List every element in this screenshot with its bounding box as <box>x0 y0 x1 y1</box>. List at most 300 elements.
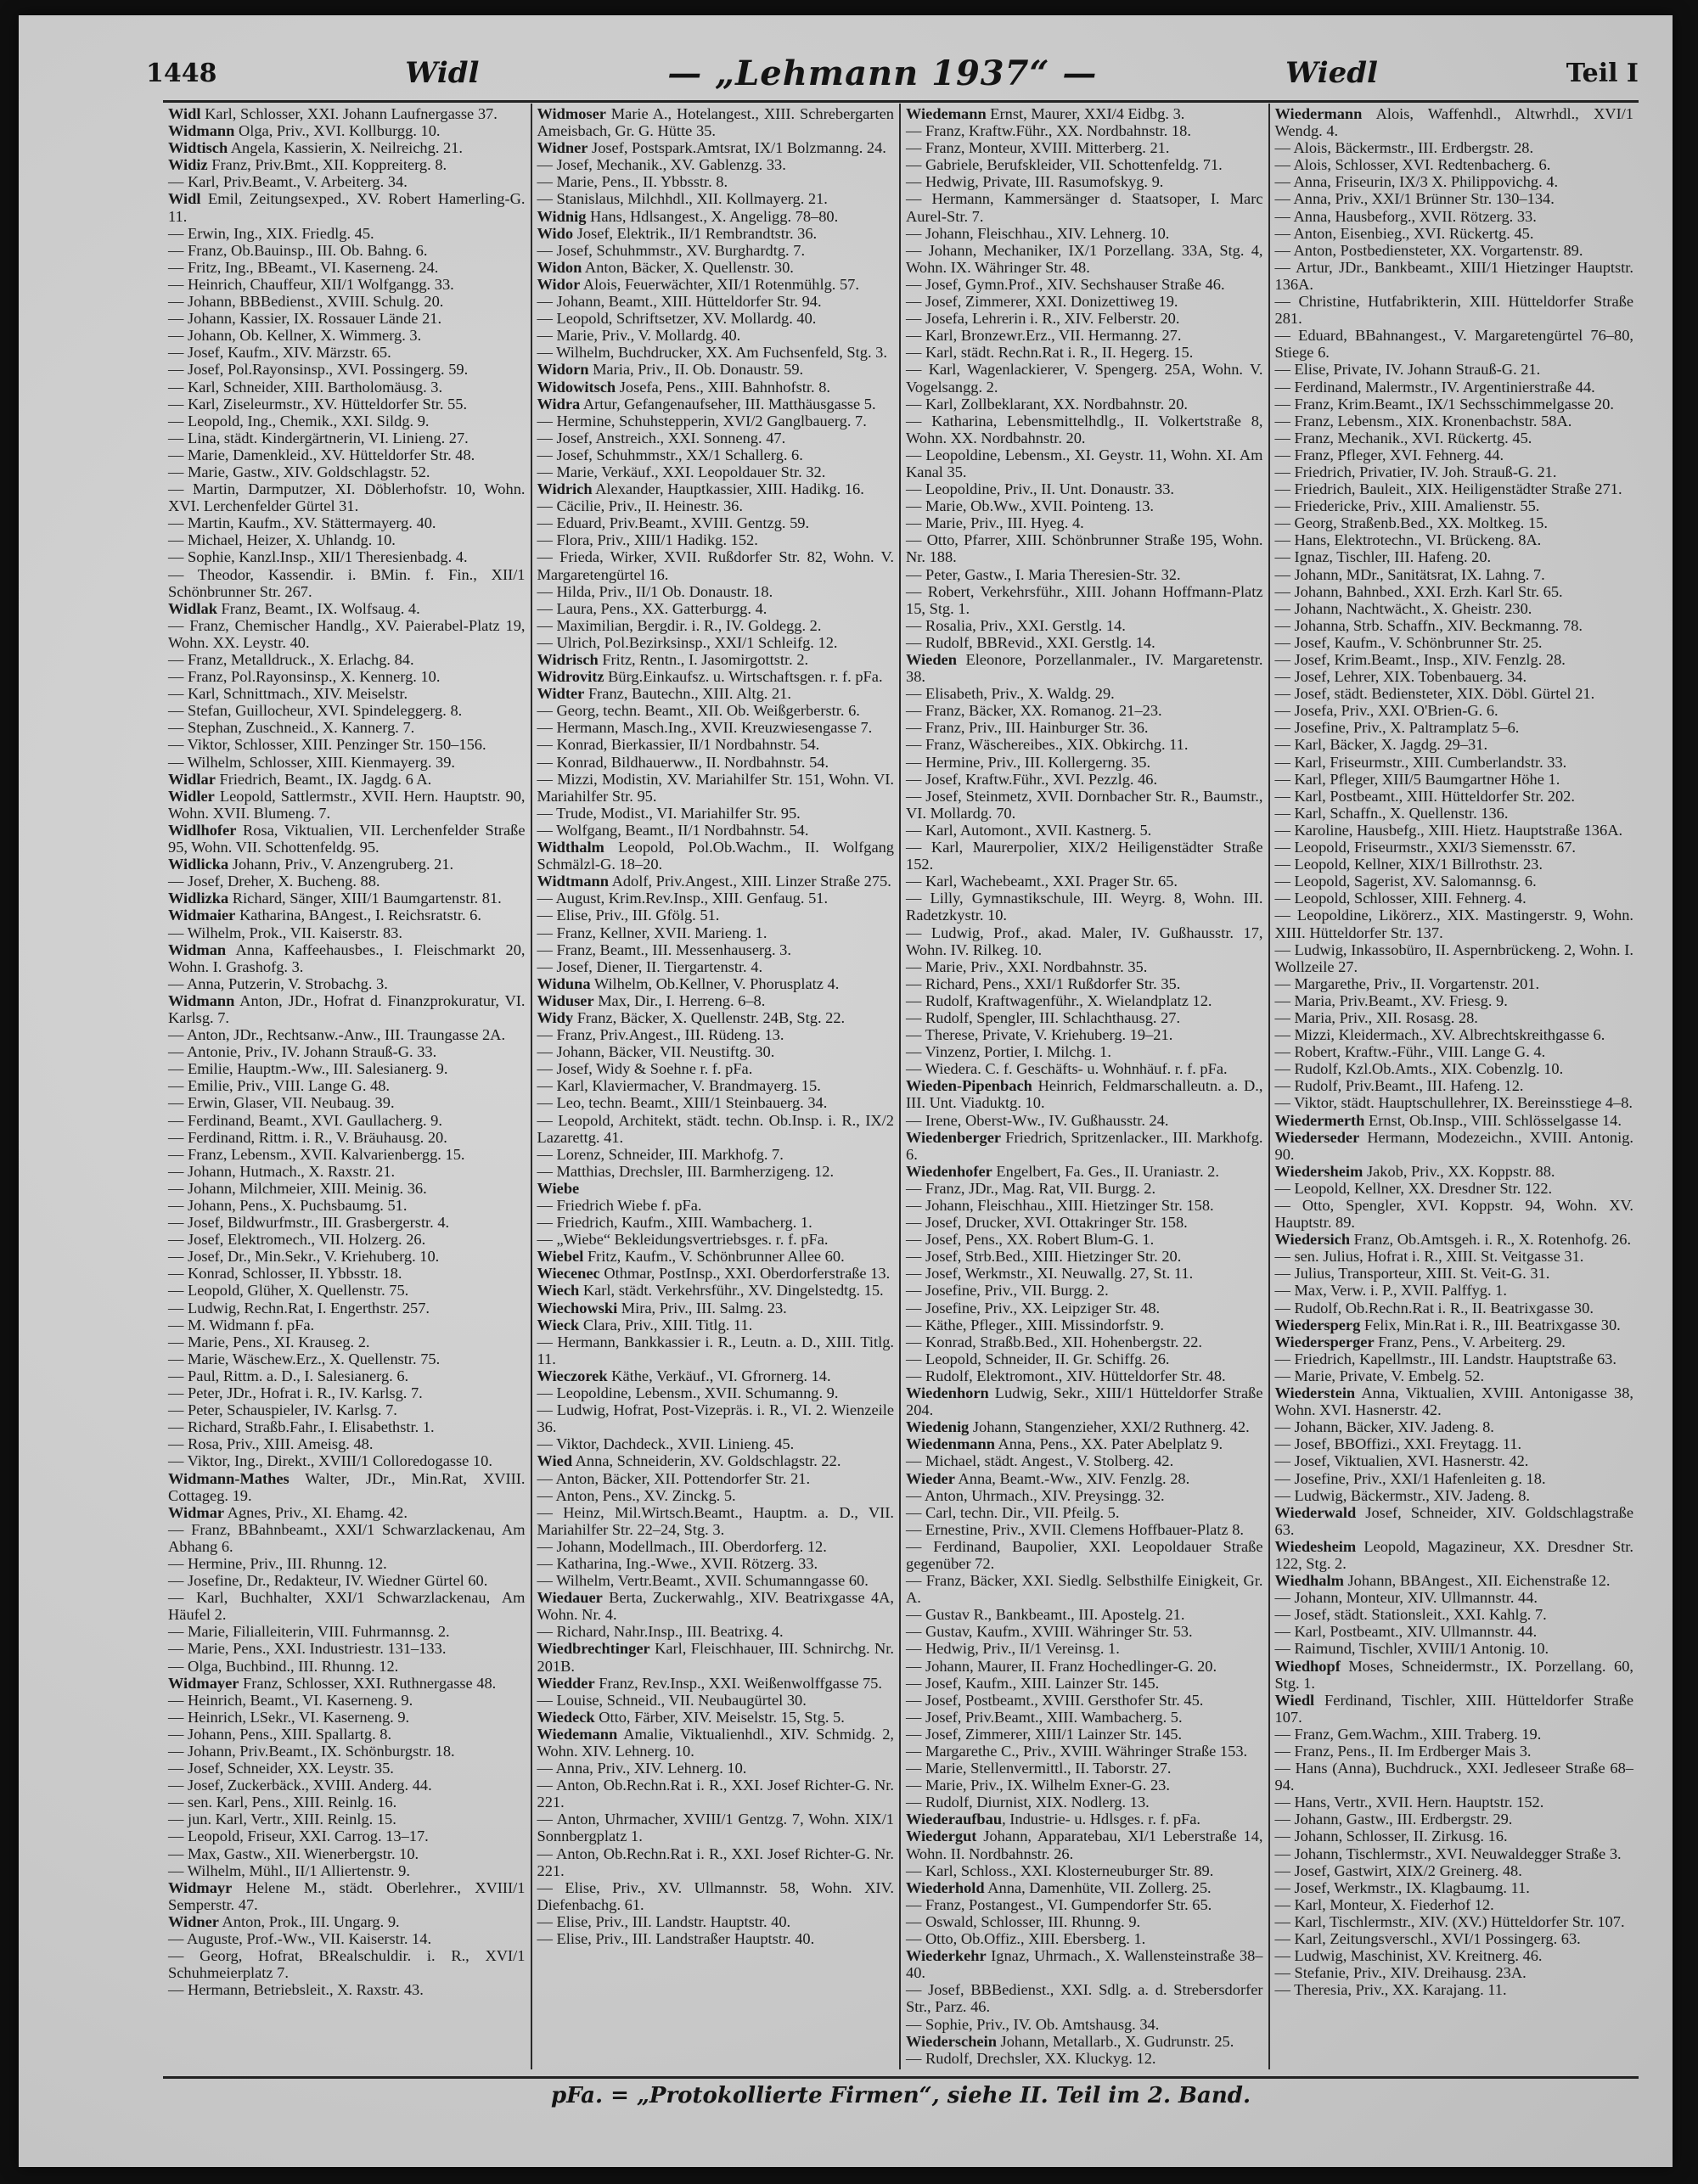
entry-text: — Theresia, Priv., XX. Karajang. 11. <box>1274 1981 1507 1999</box>
directory-entry <box>1275 771 1634 788</box>
directory-entry <box>537 1504 895 1538</box>
directory-entry <box>168 1777 526 1794</box>
entry-text: — Anton, Bäcker, XII. Pottendorfer Str. 21. <box>537 1469 811 1487</box>
entry-text: — Marie, Priv., XXI. Nordbahnstr. 35. <box>906 957 1148 975</box>
directory-entry <box>168 1401 526 1418</box>
directory-entry <box>1275 1043 1634 1060</box>
entry-text: Othmar, PostInsp., XXI. Oberdorferstraße 13. <box>599 1265 891 1283</box>
directory-entry <box>168 856 526 873</box>
entry-text: Olga, Priv., XVI. Kollburgg. 10. <box>234 122 441 140</box>
entry-text: — Maria, Priv.Beamt., XV. Friesg. 9. <box>1274 991 1508 1009</box>
directory-entry <box>1275 856 1634 873</box>
entry-text: Anton, JDr., Hofrat d. Finanzprokuratur, VI. Karlsg. 7. <box>168 991 526 1026</box>
directory-entry <box>1275 1640 1634 1657</box>
directory-entry <box>537 1077 895 1094</box>
entry-text: — Karl, Buchhalter, XXI/1 Schwarzlackenau, Am Häufel 2. <box>168 1589 526 1624</box>
directory-entry <box>537 822 895 839</box>
entry-text: — Josef, Dreher, X. Bucheng. 88. <box>168 873 380 890</box>
entry-text: — Karl, Schaffn., X. Quellenstr. 136. <box>1274 804 1509 822</box>
entry-text: — Johanna, Strb. Schaffn., XIV. Beckmanng. 78. <box>1274 616 1583 634</box>
directory-entry <box>906 754 1263 771</box>
directory-entry <box>906 156 1263 173</box>
entry-text: — Josef, Postbeamt., XVIII. Gersthofer Str. 45. <box>906 1691 1204 1709</box>
entry-text: — Josef, Lehrer, XIX. Tobenbauerg. 34. <box>1274 668 1527 686</box>
entry-surname: Widmayr <box>168 1878 233 1896</box>
entry-text: — Johann, Priv.Beamt., IX. Schönburgstr. 18. <box>168 1743 455 1760</box>
directory-entry <box>168 992 526 1026</box>
directory-entry <box>537 1265 895 1282</box>
entry-text: — Johann, Hutmach., X. Raxstr. 21. <box>168 1162 396 1180</box>
header-left-name: Widl <box>405 56 480 90</box>
entry-text: — Josef, Diener, II. Tiergartenstr. 4. <box>537 957 763 975</box>
entry-text: Käthe, Verkäuf., VI. Gfrornerg. 14. <box>607 1367 831 1384</box>
directory-entry <box>537 156 895 173</box>
entry-surname: Widy <box>537 1008 574 1026</box>
entry-text: Franz, Priv.Bmt., XII. Koppreiterg. 8. <box>207 156 447 174</box>
entry-surname: Widmann-Mathes <box>168 1469 290 1487</box>
entry-text: — August, Krim.Rev.Insp., XIII. Genfaug. 51. <box>537 890 829 907</box>
directory-entry <box>168 413 526 430</box>
entry-surname: Wiedersich <box>1274 1231 1351 1249</box>
entry-surname: Wiedersperger <box>1274 1333 1375 1350</box>
directory-entry <box>906 1043 1263 1060</box>
directory-entry <box>537 634 895 651</box>
entry-text: — Fritz, Ing., BBeamt., VI. Kaserneng. 24. <box>168 258 439 276</box>
entry-text: — Anton, JDr., Rechtsanw.-Anw., III. Traungasse 2A. <box>168 1026 506 1044</box>
directory-entry <box>537 259 895 276</box>
directory-entry <box>537 242 895 259</box>
directory-entry <box>537 873 895 890</box>
entry-text: — Hedwig, Priv., II/1 Vereinsg. 1. <box>906 1640 1120 1658</box>
entry-surname: Wiedenberger <box>906 1128 1002 1146</box>
entry-text: — „Wiebe“ Bekleidungsvertriebsges. r. f. pFa. <box>537 1231 829 1249</box>
directory-entry <box>168 463 526 480</box>
directory-entry <box>168 344 526 361</box>
entry-text: Hans, Hdlsangest., X. Angeligg. 78–80. <box>586 207 839 225</box>
entry-surname: Wiederseder <box>1274 1128 1360 1146</box>
entry-text: Amalie, Viktualienhdl., XIV. Schmidg. 2, Wohn. XIV. Lehnerg. 10. <box>537 1725 894 1760</box>
directory-entry <box>1275 754 1634 771</box>
entry-text: — Hermann, Kammersänger d. Staatsoper, I. Marc Aurel-Str. 7. <box>906 190 1263 225</box>
directory-entry <box>1275 1009 1634 1026</box>
entry-text: — Johann, MDr., Sanitätsrat, IX. Lahng. 7. <box>1274 565 1545 583</box>
entry-text: — Rosalia, Priv., XXI. Gerstlg. 14. <box>906 616 1126 634</box>
directory-entry <box>906 719 1263 736</box>
entry-text: — Elise, Priv., III. Landstraßer Hauptstr. 40. <box>537 1930 815 1948</box>
entry-text: — Paul, Rittm. a. D., I. Salesianerg. 6. <box>168 1367 409 1384</box>
entry-text: — Michael, städt. Angest., V. Stolberg. 42. <box>906 1452 1174 1470</box>
directory-entry <box>168 259 526 276</box>
directory-entry <box>537 719 895 736</box>
entry-text: — Karl, Wachebeamt., XXI. Prager Str. 65. <box>906 873 1178 890</box>
directory-entry <box>168 1129 526 1146</box>
entry-surname: Widl <box>168 190 201 208</box>
directory-entry <box>168 1248 526 1265</box>
entry-text: — Franz, Priv., III. Hainburger Str. 36. <box>906 719 1149 737</box>
directory-entry <box>1275 719 1634 736</box>
entry-text: — Stephan, Zuschneid., X. Kannerg. 7. <box>168 719 415 737</box>
entry-surname: Widner <box>168 1912 219 1930</box>
directory-entry <box>1275 1947 1634 1964</box>
entry-text: — Viktor, Dachdeck., XVII. Linieng. 45. <box>537 1435 795 1453</box>
directory-entry <box>906 2016 1263 2033</box>
entry-text: — Margarethe, Priv., II. Vorgartenstr. 201. <box>1274 974 1540 992</box>
entry-text: — Franz, Bäcker, XX. Romanog. 21–23. <box>906 702 1162 720</box>
directory-entry <box>537 173 895 190</box>
entry-text: Ignaz, Uhrmach., X. Wallensteinstraße 38–40. <box>906 1947 1263 1982</box>
entry-text: — Therese, Private, V. Kriehuberg. 19–21. <box>906 1026 1173 1044</box>
entry-text: — Emilie, Hauptm.-Ww., III. Salesianerg. 9. <box>168 1060 448 1078</box>
directory-entry <box>906 446 1263 480</box>
directory-entry <box>906 1317 1263 1333</box>
directory-entry <box>906 1282 1263 1299</box>
entry-text: — Friedrich, Kapellmstr., III. Landstr. Hauptstraße 63. <box>1274 1350 1616 1367</box>
entry-text: — Leopold, Friseur, XXI. Carrog. 13–17. <box>168 1827 429 1845</box>
directory-entry <box>1275 1265 1634 1282</box>
directory-entry <box>537 190 895 207</box>
entry-text: Clara, Priv., XIII. Titlg. 11. <box>579 1316 753 1333</box>
directory-entry <box>168 1317 526 1333</box>
directory-entry <box>1275 1589 1634 1606</box>
entry-text: — Eduard, BBahnangest., V. Margaretengürtel 76–80, Stiege 6. <box>1274 327 1633 362</box>
entry-text: — Rudolf, Spengler, III. Schlachthausg. 27. <box>906 1008 1181 1026</box>
entry-text: — Emilie, Priv., VIII. Lange G. 48. <box>168 1077 390 1095</box>
directory-entry <box>537 805 895 822</box>
entry-text: — Rudolf, Ob.Rechn.Rat i. R., II. Beatrixgasse 30. <box>1274 1299 1594 1317</box>
entry-text: — Josef, Mechanik., XV. Gablenzg. 33. <box>537 156 786 174</box>
directory-entry <box>537 941 895 958</box>
directory-entry <box>168 1163 526 1180</box>
directory-entry <box>906 1452 1263 1469</box>
directory-entry <box>537 685 895 702</box>
entry-text: — Konrad, Bierkassier, II/1 Nordbahnstr. 54. <box>537 736 820 754</box>
directory-entry <box>906 1112 1263 1129</box>
entry-text: — Franz, BBahnbeamt., XXI/1 Schwarzlackenau, Am Abhang 6. <box>168 1520 526 1555</box>
directory-entry <box>537 225 895 242</box>
directory-entry <box>1275 1827 1634 1844</box>
entry-surname: Wiedauer <box>537 1589 603 1607</box>
entry-text: — Josef, Elektromech., VII. Holzerg. 26. <box>168 1231 426 1249</box>
directory-entry <box>1275 1504 1634 1538</box>
directory-entry <box>168 1658 526 1675</box>
entry-text: — Eduard, Priv.Beamt., XVIII. Gentzg. 59. <box>537 514 810 532</box>
directory-entry <box>537 1675 895 1692</box>
directory-entry <box>537 771 895 805</box>
entry-text: — Cäcilie, Priv., II. Heinestr. 36. <box>537 497 743 515</box>
entry-text: — Franz, Wäschereibes., XIX. Obkirchg. 11. <box>906 736 1189 754</box>
entry-text: — Franz, Pens., II. Im Erdberger Mais 3. <box>1274 1743 1532 1760</box>
column-2 <box>532 104 902 2069</box>
directory-entry <box>906 617 1263 634</box>
entry-text: — Hermine, Schuhstepperin, XVI/2 Ganglbauerg. 7. <box>537 412 867 430</box>
entry-surname: Widtisch <box>168 139 228 157</box>
directory-entry <box>168 531 526 548</box>
directory-entry <box>906 1675 1263 1692</box>
entry-text: — Leopold, Schneider, II. Gr. Schiffg. 26. <box>906 1350 1170 1367</box>
entry-text: — Marie, Priv., III. Hyeg. 4. <box>906 514 1084 532</box>
directory-entry <box>168 1743 526 1760</box>
directory-entry <box>168 1077 526 1094</box>
directory-entry <box>1275 327 1634 361</box>
directory-entry <box>1275 173 1634 190</box>
entry-text: — Marie, Priv., IX. Wilhelm Exner-G. 23. <box>906 1777 1170 1794</box>
directory-entry <box>906 583 1263 617</box>
directory-entry <box>1275 907 1634 940</box>
directory-entry <box>168 1555 526 1572</box>
entry-text: — M. Widmann f. pFa. <box>168 1316 315 1333</box>
entry-text: — Josef, Zimmerer, XIII/1 Lainzer Str. 145. <box>906 1725 1183 1743</box>
directory-entry <box>906 1930 1263 1947</box>
entry-text: — Karl, Schneider, XIII. Bartholomäusg. 3. <box>168 378 443 396</box>
entry-text: — Viktor, Schlosser, XIII. Penzinger Str. 150–156. <box>168 736 486 754</box>
entry-text: — Leopold, Ing., Chemik., XXI. Sildg. 9. <box>168 412 430 430</box>
directory-entry <box>168 890 526 907</box>
column-4 <box>1270 104 1639 2069</box>
entry-text: — Leopoldine, Lebensm., XVII. Schumanng. 9. <box>537 1384 839 1402</box>
entry-text: — Martin, Darmputzer, XI. Döblerhofstr. 10, Wohn. XVI. Lerchenfelder Gürtel 31. <box>168 480 526 515</box>
entry-text: — Georg, Straßenb.Bed., XX. Moltkeg. 15. <box>1274 514 1548 532</box>
entry-text: Berta, Zuckerwahlg., XIV. Beatrixgasse 4A, Wohn. Nr. 4. <box>537 1589 894 1624</box>
directory-entry <box>1275 1317 1634 1333</box>
entry-text: — Josefine, Priv., XX. Leipziger Str. 48. <box>906 1299 1161 1317</box>
directory-entry <box>906 1709 1263 1726</box>
entry-text: — Erwin, Glaser, VII. Neubaug. 39. <box>168 1094 395 1112</box>
entry-text: — Marie, Priv., V. Mollardg. 40. <box>537 327 741 345</box>
entry-text: — Franz, Mechanik., XVI. Rückertg. 45. <box>1274 429 1532 446</box>
entry-surname: Wiedder <box>537 1674 595 1692</box>
entry-text: — Franz, Kellner, XVII. Marieng. 1. <box>537 924 767 941</box>
directory-entry <box>168 1333 526 1350</box>
column-1 <box>163 104 532 2069</box>
entry-text: — Elise, Priv., III. Gfölg. 51. <box>537 907 720 924</box>
entry-text: Alexander, Hauptkassier, XIII. Hadikg. 16. <box>592 480 864 498</box>
entry-surname: Wiedenhorn <box>906 1384 989 1402</box>
entry-text: — Franz, Metalldruck., X. Erlachg. 84. <box>168 651 414 668</box>
directory-entry <box>537 1060 895 1077</box>
directory-entry <box>1275 1538 1634 1572</box>
directory-entry <box>1275 1129 1634 1163</box>
entry-text: — Elise, Priv., III. Landstr. Hauptstr. 40. <box>537 1912 791 1930</box>
entry-surname: Widra <box>537 395 581 413</box>
entry-text: — Johann, Modellmach., III. Oberdorferg. 12. <box>537 1537 827 1555</box>
directory-entry <box>168 225 526 242</box>
entry-text: — Michael, Heizer, X. Uhlandg. 10. <box>168 531 396 549</box>
directory-entry <box>537 1692 895 1709</box>
directory-entry <box>537 1180 895 1197</box>
directory-entry <box>1275 975 1634 992</box>
directory-entry <box>906 1777 1263 1794</box>
directory-entry <box>168 1981 526 1998</box>
entry-surname: Widorn <box>537 361 589 379</box>
directory-entry <box>168 1180 526 1197</box>
directory-entry <box>537 1367 895 1384</box>
entry-text: — Anna, Priv., XIV. Lehnerg. 10. <box>537 1760 747 1777</box>
entry-text: Anna, Kaffeehausbes., I. Fleischmarkt 20, Wohn. I. Grashofg. 3. <box>168 940 526 975</box>
entry-text: — Hermann, Masch.Ing., XVII. Kreuzwiesengasse 7. <box>537 719 873 737</box>
entry-text: — Erwin, Ing., XIX. Friedlg. 45. <box>168 224 374 242</box>
directory-entry <box>537 890 895 907</box>
directory-entry <box>168 242 526 259</box>
directory-entry <box>168 1231 526 1248</box>
directory-entry <box>1275 1862 1634 1879</box>
directory-entry <box>1275 139 1634 156</box>
directory-entry <box>1275 651 1634 668</box>
entry-text: — Mizzi, Modistin, XV. Mariahilfer Str. 151, Wohn. VI. Mariahilfer Str. 95. <box>537 770 894 805</box>
entry-text: — Josef, Kaufm., V. Schönbrunner Str. 25. <box>1274 633 1543 651</box>
directory-entry <box>1275 156 1634 173</box>
entry-text: — Rudolf, Kzl.Ob.Amts., XIX. Cobenzlg. 10. <box>1274 1060 1564 1078</box>
entry-text: — Johann, Bäcker, XIV. Jadeng. 8. <box>1274 1418 1494 1436</box>
directory-entry <box>168 1930 526 1947</box>
entry-text: — Rudolf, BBRevid., XXI. Gerstlg. 14. <box>906 633 1155 651</box>
directory-entry <box>1275 1435 1634 1452</box>
directory-entry <box>1275 1811 1634 1827</box>
entry-surname: Wiederschein <box>906 2032 997 2050</box>
directory-entry <box>906 1163 1263 1180</box>
directory-entry <box>906 1367 1263 1384</box>
directory-entry <box>168 480 526 514</box>
entry-text: Marie A., Hotelangest., XIII. Schrebergarten Ameisbach, Gr. G. Hütte 35. <box>537 105 894 140</box>
entry-text: Anna, Pens., XX. Pater Abelplatz 9. <box>994 1435 1223 1453</box>
entry-text: — Stanislaus, Milchhdl., XII. Kollmayerg. 21. <box>537 190 828 208</box>
entry-text: Richard, Sänger, XIII/1 Baumgartenstr. 81. <box>228 890 502 907</box>
entry-text: Josef, Schneider, XIV. Goldschlagstraße 63. <box>1274 1503 1633 1538</box>
entry-text: — Franz, Bäcker, XXI. Siedlg. Selbsthilfe Einigkeit, Gr. A. <box>906 1572 1263 1607</box>
directory-entry <box>168 1845 526 1862</box>
directory-entry <box>537 1777 895 1811</box>
entry-surname: Wieck <box>537 1316 580 1333</box>
directory-entry <box>906 992 1263 1009</box>
directory-entry <box>537 1214 895 1231</box>
entry-text: — Josef, Werkmstr., IX. Klagbaumg. 11. <box>1274 1878 1530 1896</box>
entry-text: Rosa, Viktualien, VII. Lerchenfelder Straße 95, Wohn. VII. Schottenfeldg. 95. <box>168 821 526 856</box>
entry-surname: Widter <box>537 685 585 703</box>
entry-text: — Leopoldine, Likörerz., XIX. Mastingerstr. 9, Wohn. XIII. Hütteldorfer Str. 137. <box>1274 907 1633 941</box>
entry-text: Bürg.Einkaufsz. u. Wirtschaftsgen. r. f. pFa. <box>604 668 883 686</box>
directory-entry <box>1275 1606 1634 1623</box>
entry-surname: Wiechowski <box>537 1299 618 1317</box>
entry-text: Artur, Gefangenaufseher, III. Matthäusgasse 5. <box>580 395 876 413</box>
directory-entry <box>906 514 1263 531</box>
directory-entry <box>168 651 526 668</box>
directory-entry <box>906 276 1263 293</box>
entry-text: — Stefan, Guillocheur, XVI. Spindeleggerg. 8. <box>168 702 463 720</box>
directory-entry <box>1275 736 1634 753</box>
entry-surname: Widman <box>168 940 227 958</box>
directory-entry <box>168 736 526 753</box>
entry-text: — Josef, Viktualien, XVI. Hasnerstr. 42. <box>1274 1452 1529 1470</box>
entry-text: Ferdinand, Tischler, XIII. Hütteldorfer Straße 107. <box>1274 1691 1633 1726</box>
directory-entry <box>906 1265 1263 1282</box>
entry-text: — Lina, städt. Kindergärtnerin, VI. Linieng. 27. <box>168 429 469 446</box>
entry-text: Leopold, Magazineur, XX. Dresdner Str. 122, Stg. 2. <box>1274 1537 1633 1572</box>
directory-entry <box>906 1913 1263 1930</box>
directory-entry <box>1275 1964 1634 1981</box>
entry-text: Karl, Fleischhauer, III. Schnirchg. Nr. 201B. <box>537 1640 894 1675</box>
header-rule <box>163 100 1639 103</box>
entry-text: — jun. Karl, Vertr., XIII. Reinlg. 15. <box>168 1811 396 1828</box>
directory-entry <box>537 430 895 446</box>
directory-entry <box>906 651 1263 685</box>
directory-entry <box>906 1129 1263 1163</box>
entry-text: — Friedrich, Privatier, IV. Joh. Strauß-G. 21. <box>1274 463 1557 480</box>
directory-entry <box>906 1026 1263 1043</box>
entry-text: — Sophie, Kanzl.Insp., XII/1 Theresienbadg. 4. <box>168 548 468 566</box>
entry-text: — Josefa, Priv., XXI. O'Brien-G. 6. <box>1274 702 1498 720</box>
directory-entry <box>537 600 895 617</box>
directory-entry <box>1275 992 1634 1009</box>
entry-text: — Anton, Eisenbieg., XVI. Rückertg. 45. <box>1274 224 1534 242</box>
entry-surname: Wiederaufbau <box>906 1811 1003 1828</box>
directory-entry <box>1275 1350 1634 1367</box>
entry-text: , Industrie- u. Hdlsges. r. f. pFa. <box>1002 1811 1201 1828</box>
directory-entry <box>1275 839 1634 856</box>
entry-surname: Widowitsch <box>537 378 616 396</box>
entry-text: — Hermann, Betriebsleit., X. Raxstr. 43. <box>168 1981 424 1999</box>
directory-entry <box>168 1504 526 1521</box>
directory-entry <box>906 480 1263 497</box>
entry-text: — Wilhelm, Schlosser, XIII. Kienmayerg. 39. <box>168 753 456 771</box>
directory-entry <box>168 1709 526 1726</box>
entry-text: Josef, Elektrik., II/1 Rembrandtstr. 36. <box>573 224 818 242</box>
entry-text: — Karl, Maurerpolier, XIX/2 Heiligenstädter Straße 152. <box>906 839 1263 873</box>
entry-text: — Karl, Priv.Beamt., V. Arbeiterg. 34. <box>168 173 408 191</box>
directory-entry <box>1275 1060 1634 1077</box>
entry-text: Franz, Bautechn., XIII. Altg. 21. <box>584 685 791 703</box>
directory-entry <box>906 1794 1263 1811</box>
entry-text: — Konrad, Schlosser, II. Ybbsstr. 18. <box>168 1265 402 1283</box>
entry-text: Johann, Stangenzieher, XXI/2 Ruthnerg. 42. <box>969 1418 1250 1436</box>
entry-text: — Anton, Uhrmacher, XVIII/1 Gentzg. 7, Wohn. XIX/1 Sonnbergplatz 1. <box>537 1811 894 1845</box>
entry-surname: Widon <box>537 258 582 276</box>
entry-text: — Wolfgang, Beamt., II/1 Nordbahnstr. 54. <box>537 821 809 839</box>
directory-entry <box>1275 1163 1634 1180</box>
directory-entry <box>906 634 1263 651</box>
directory-entry <box>906 1384 1263 1418</box>
entry-text: Max, Dir., I. Herreng. 6–8. <box>593 991 766 1009</box>
entry-text: — Laura, Pens., XX. Gatterburgg. 4. <box>537 599 767 617</box>
directory-entry <box>1275 1180 1634 1197</box>
entry-text: — Josef, Widy & Soehne r. f. pFa. <box>537 1060 753 1078</box>
directory-entry <box>168 1094 526 1111</box>
entry-surname: Wiedemann <box>537 1725 618 1743</box>
entry-text: — sen. Julius, Hofrat i. R., XIII. St. Veitgasse 31. <box>1274 1248 1584 1266</box>
directory-entry <box>1275 1418 1634 1435</box>
entry-text: — Ludwig, Rechn.Rat, I. Engerthstr. 257. <box>168 1299 430 1317</box>
directory-entry <box>537 702 895 719</box>
entry-text: — Josef, BBOffizi., XXI. Freytagg. 11. <box>1274 1435 1522 1453</box>
directory-entry <box>906 1521 1263 1538</box>
directory-entry <box>537 1811 895 1844</box>
entry-text: — Katharina, Lebensmittelhdlg., II. Volkertstraße 8, Wohn. XX. Nordbahnstr. 20. <box>906 412 1263 446</box>
entry-surname: Widor <box>537 275 581 293</box>
entry-text: Josef, Postspark.Amtsrat, IX/1 Bolzmanng. 24. <box>588 139 886 157</box>
entry-text: — Irene, Oberst-Ww., IV. Gußhausstr. 24. <box>906 1111 1169 1129</box>
directory-entry <box>168 190 526 224</box>
page-header <box>146 49 1639 97</box>
directory-entry <box>1275 1572 1634 1589</box>
entry-text: — Josef, Strb.Bed., XIII. Hietzinger Str. 20. <box>906 1248 1182 1266</box>
directory-entry <box>1275 1026 1634 1043</box>
directory-entry <box>906 566 1263 583</box>
directory-entry <box>168 1214 526 1231</box>
entry-text: — Josefa, Lehrerin i. R., XIV. Felberstr. 20. <box>906 310 1180 328</box>
directory-entry <box>168 1879 526 1913</box>
entry-text: Anna, Beamt.-Ww., XIV. Fenzlg. 28. <box>954 1469 1190 1487</box>
entry-surname: Wiedersheim <box>1274 1162 1363 1180</box>
entry-text: Josefa, Pens., XIII. Bahnhofstr. 8. <box>616 378 830 396</box>
directory-entry <box>168 1452 526 1469</box>
